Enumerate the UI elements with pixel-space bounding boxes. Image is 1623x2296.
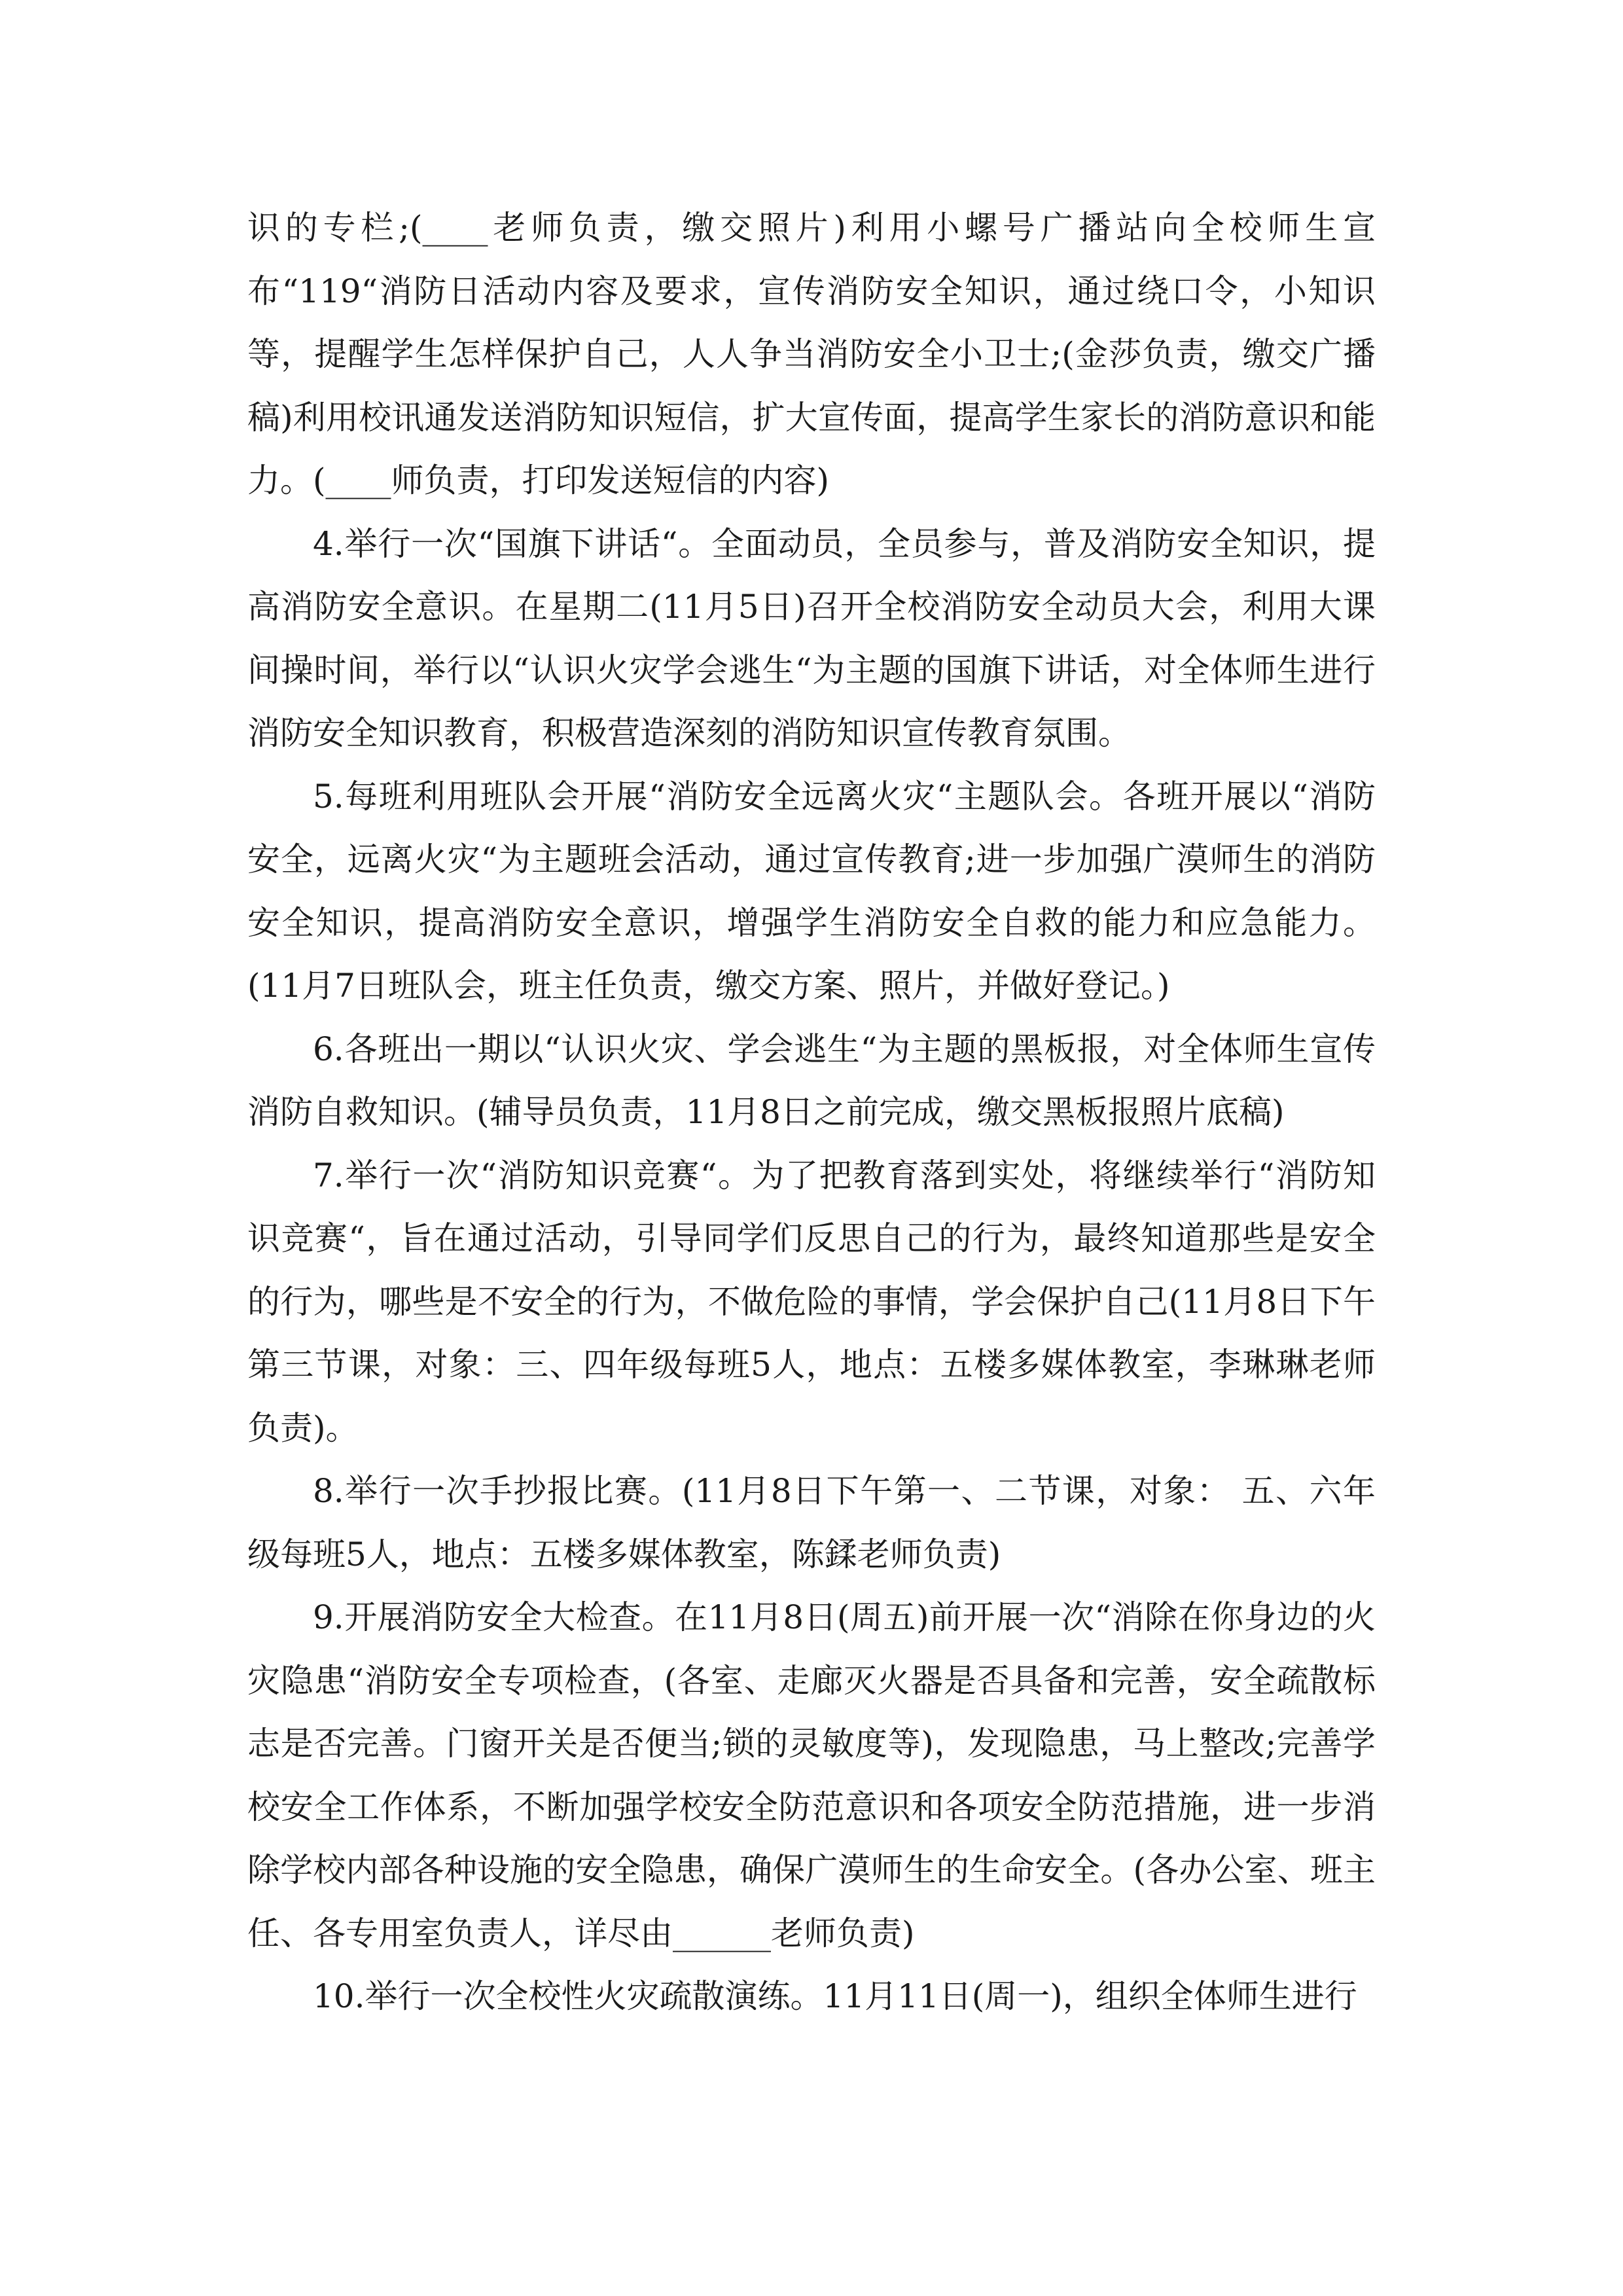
document-body (247, 196, 1376, 2028)
paragraph-item-10: 10.举行一次全校性火灾疏散演练。11月11日(周一)，组织全体师生进行 (313, 1977, 1357, 2015)
paragraph-continued: 识的专栏;(____老师负责，缴交照片)利用小螺号广播站向全校师生宣布“119“消防日活动内容及要求，宣传消防安全知识，通过绕口令，小知识等，提醒学生怎样保护自己，人人争当消防安全小卫士;(金莎负责，缴交广播稿)利用校讯通发送消防知识短信，扩大宣传面，提高学生家长的消防意识和能力。(____师负责，打印发送短信的内容) (247, 209, 1376, 499)
paragraph-item-9: 9.开展消防安全大检查。在11月8日(周五)前开展一次“消除在你身边的火灾隐患“消防安全专项检查，(各室、走廊灭火器是否具备和完善，安全疏散标志是否完善。门窗开关是否便当;锁的灵敏度等)，发现隐患，马上整改;完善学校安全工作体系，不断加强学校安全防范意识和各项安全防范措施，进一步消除学校内部各种设施的安全隐患，确保广漠师生的生命安全。(各办公室、班主任、各专用室负责人，详尽由______老师负责) (247, 1598, 1376, 1952)
paragraph-item-6: 6.各班出一期以“认识火灾、学会逃生“为主题的黑板报，对全体师生宣传消防自救知识。(辅导员负责，11月8日之前完成，缴交黑板报照片底稿) (247, 1030, 1376, 1131)
paragraph-item-8: 8.举行一次手抄报比赛。(11月8日下午第一、二节课，对象： 五、六年级每班5人，地点：五楼多媒体教室，陈鍒老师负责) (247, 1472, 1376, 1573)
paragraph-item-5: 5.每班利用班队会开展“消防安全远离火灾“主题队会。各班开展以“消防安全，远离火灾“为主题班会活动，通过宣传教育;进一步加强广漠师生的消防安全知识，提高消防安全意识，增强学生消防安全自救的能力和应急能力。(11月7日班队会，班主任负责，缴交方案、照片，并做好登记。) (247, 777, 1376, 1005)
paragraph-item-7: 7.举行一次“消防知识竞赛“。为了把教育落到实处，将继续举行“消防知识竞赛“，旨在通过活动，引导同学们反思自己的行为，最终知道那些是安全的行为，哪些是不安全的行为，不做危险的事情，学会保护自己(11月8日下午第三节课，对象：三、四年级每班5人，地点：五楼多媒体教室，李琳琳老师负责)。 (247, 1156, 1376, 1447)
paragraph-item-4: 4.举行一次“国旗下讲话“。全面动员，全员参与，普及消防安全知识，提高消防安全意识。在星期二(11月5日)召开全校消防安全动员大会，利用大课间操时间，举行以“认识火灾学会逃生“为主题的国旗下讲话，对全体师生进行消防安全知识教育，积极营造深刻的消防知识宣传教育氛围。 (247, 524, 1376, 752)
